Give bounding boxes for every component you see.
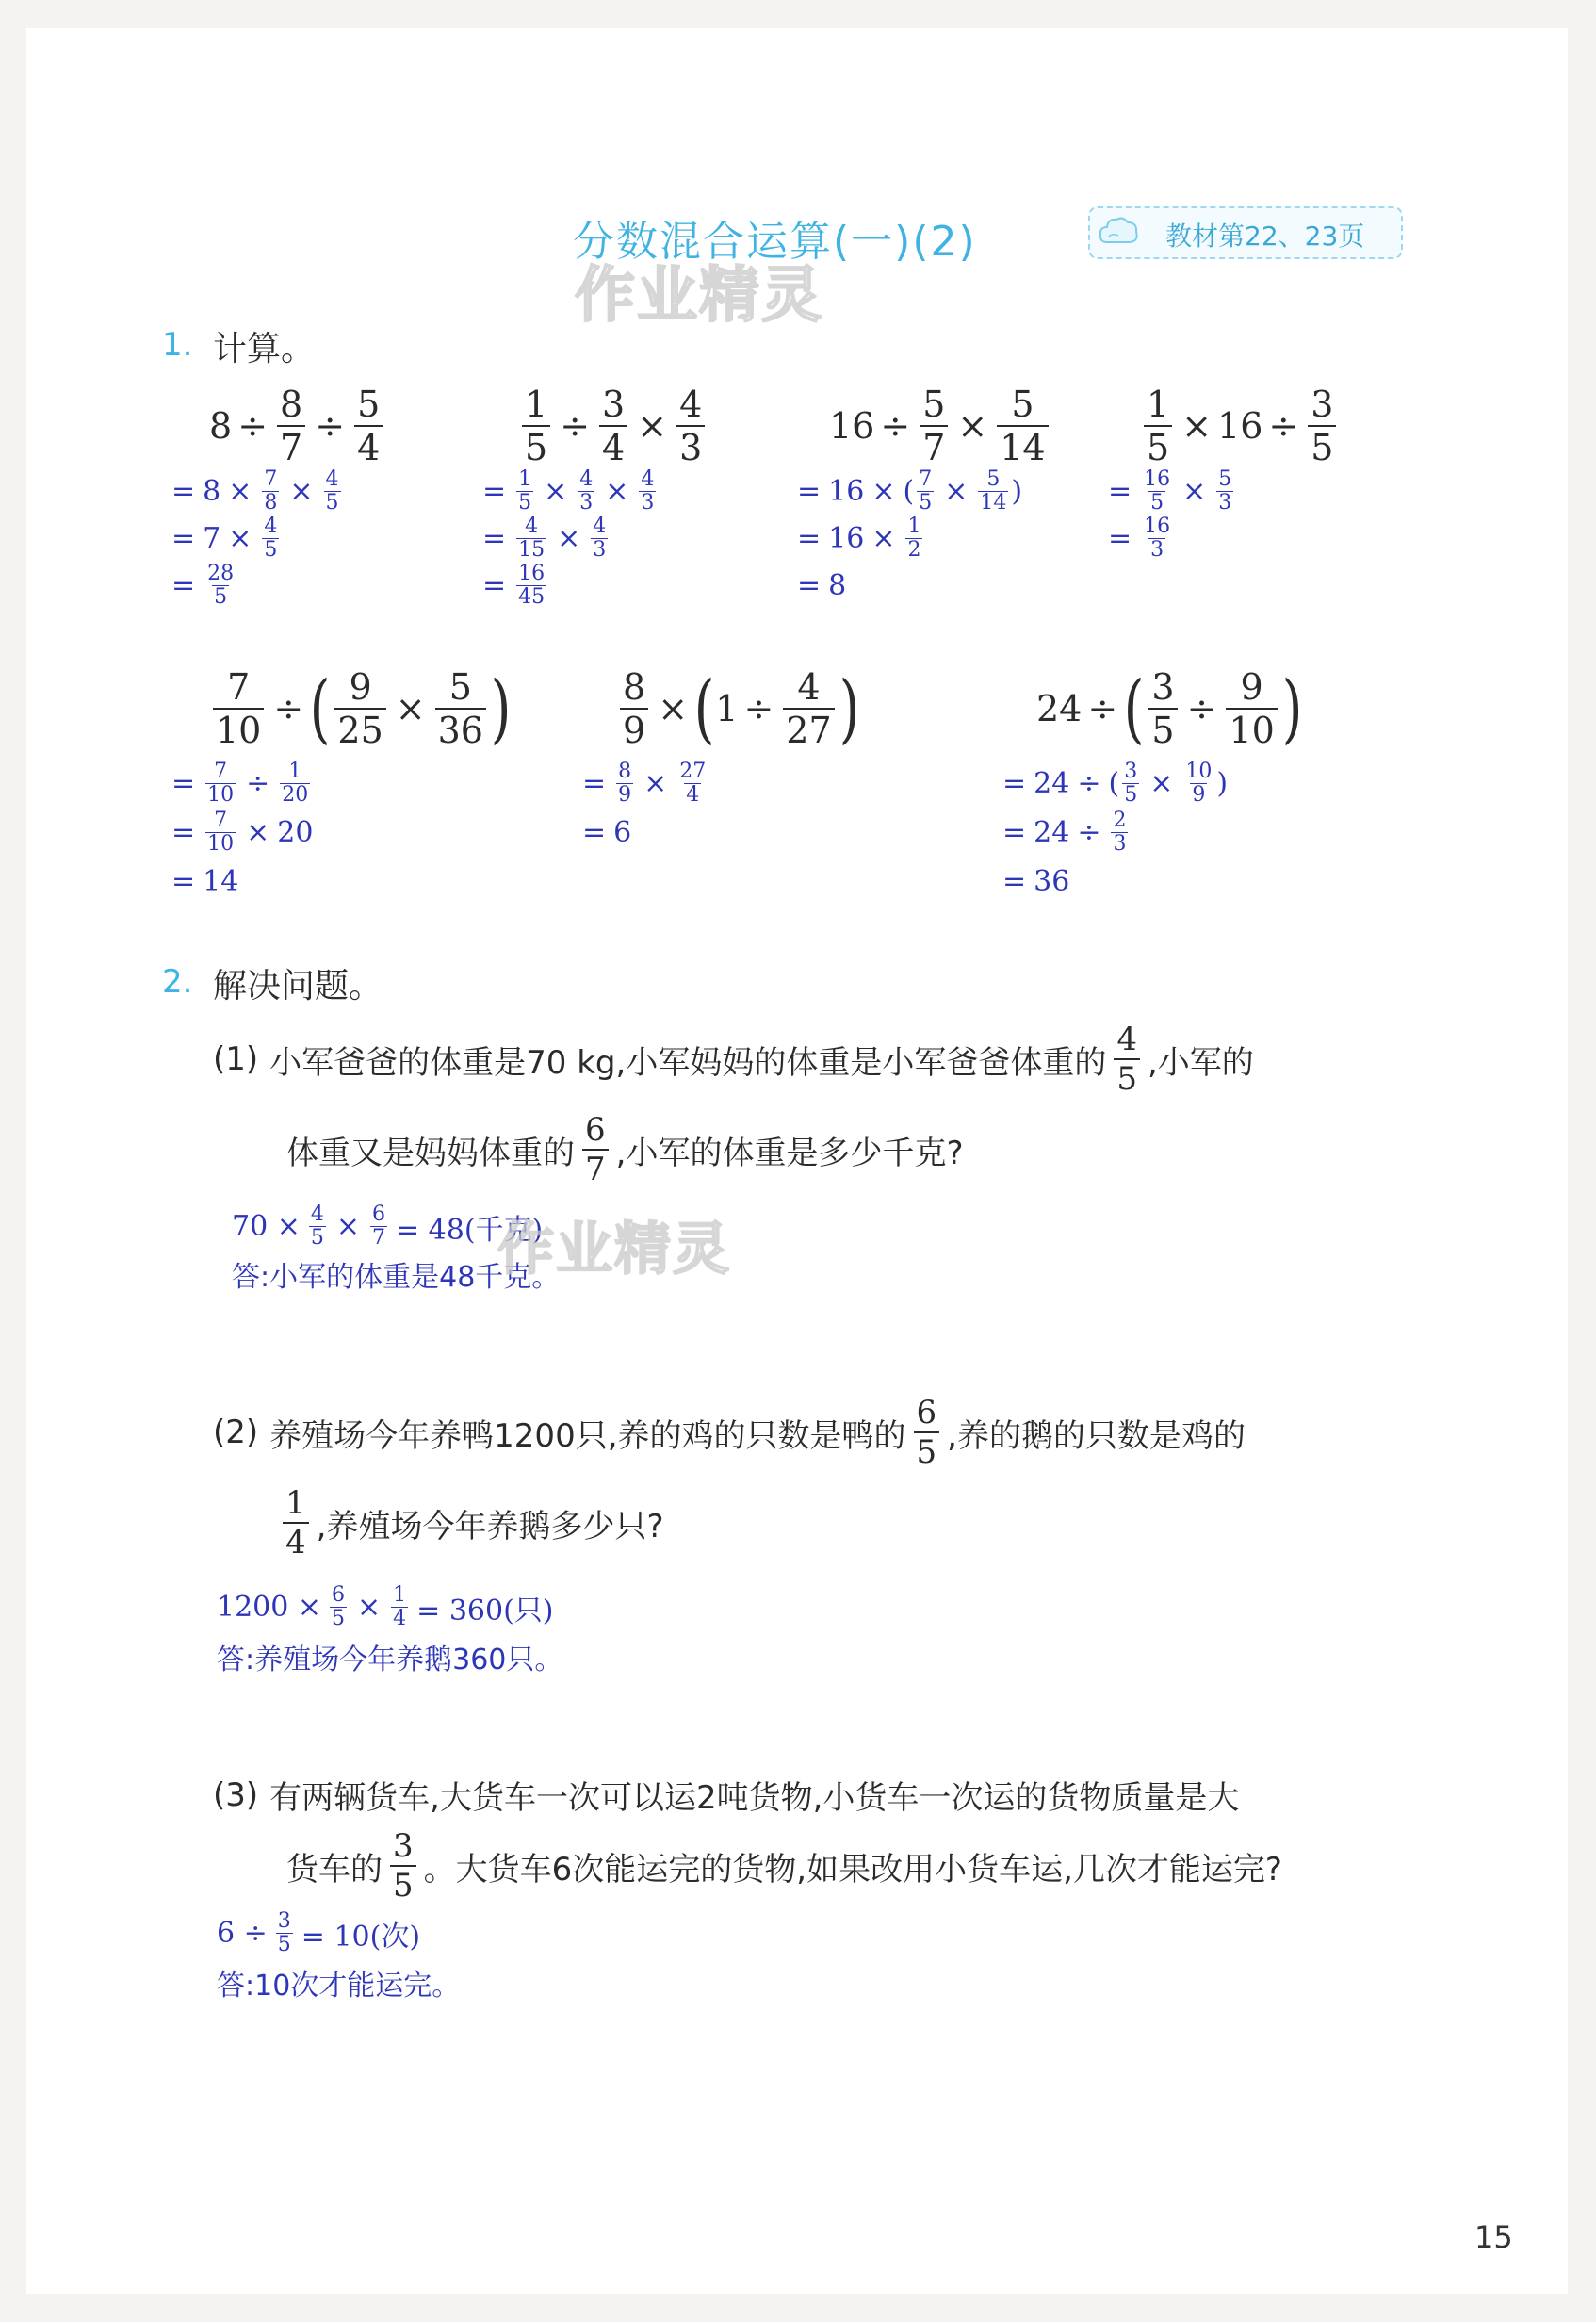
page-title: 分数混合运算(一)(2) <box>573 218 977 266</box>
solution-2-3-calc: 6 ÷ $\frac{3}{5}$ = 10(次) <box>217 1909 421 1956</box>
solution-1d-step1: = $\frac{16}{5}$ × $\frac{5}{3}$ <box>1108 467 1232 515</box>
solution-1b-step1: = $\frac{1}{5}$ × $\frac{4}{3}$ × $\frac{4}{3}$ <box>482 467 655 515</box>
problem-2-2-label: (2) <box>213 1414 259 1451</box>
solution-1g-step1: = 24 ÷ ( $\frac{3}{5}$ × $\frac{10}{9}$ ) <box>1002 760 1229 807</box>
solution-1a-step2: = 7 × $\frac{4}{5}$ <box>171 515 278 562</box>
problem-1e: $\frac{7}{10}$ ÷ ( $\frac{9}{25}$ × $\frac{5}{36}$ ) <box>209 669 512 748</box>
problem-1a: 8 ÷ $\frac{8}{7}$ ÷ $\frac{5}{4}$ <box>209 386 386 466</box>
question-2-title: 解决问题。 <box>213 967 383 1006</box>
problem-1g: 24 ÷ ( $\frac{3}{5}$ ÷ $\frac{9}{10}$ ) <box>1036 664 1303 752</box>
problem-2-3-label: (3) <box>213 1775 259 1814</box>
solution-1b-step3: = $\frac{16}{45}$ <box>482 562 546 609</box>
problem-2-3-line2: 货车的 $\frac{3}{5}$ 。大货车6次能运完的货物,如果改用小货车运,几次才能运完? <box>286 1827 1282 1905</box>
solution-1d-step2: = $\frac{16}{3}$ <box>1108 515 1171 562</box>
cloud-icon <box>1098 214 1139 250</box>
problem-2-1-label: (1) <box>213 1040 259 1078</box>
solution-1f-step1: = $\frac{8}{9}$ × $\frac{27}{4}$ <box>582 760 707 807</box>
solution-1c-step2: = 16 × $\frac{1}{2}$ <box>797 515 921 562</box>
problem-1f: $\frac{8}{9}$ × ( 1 ÷ $\frac{4}{27}$ ) <box>616 669 860 748</box>
solution-1e-step1: = $\frac{7}{10}$ ÷ $\frac{1}{20}$ <box>171 760 309 807</box>
question-1-number: 1. <box>162 326 193 364</box>
solution-2-3-answer: 答:10次才能运完。 <box>217 1970 461 2003</box>
solution-1f-step2: = 6 <box>582 816 632 849</box>
solution-2-2-answer: 答:养殖场今年养鹅360只。 <box>217 1643 563 1676</box>
textbook-reference-tag <box>1088 206 1403 259</box>
solution-1a-step3: = $\frac{28}{5}$ <box>171 562 235 609</box>
question-1-title: 计算。 <box>213 330 316 368</box>
solution-1c-step1: = 16 × ( $\frac{7}{5}$ × $\frac{5}{14}$ ) <box>797 467 1023 515</box>
solution-1e-step3: = 14 <box>171 865 239 898</box>
problem-1c: 16 ÷ $\frac{5}{7}$ × $\frac{5}{14}$ <box>829 386 1052 466</box>
problem-2-3-line1: (3) 有两辆货车,大货车一次可以运2吨货物,小货车一次运的货物质量是大 <box>213 1775 1240 1817</box>
solution-1b-step2: = $\frac{4}{15}$ × $\frac{4}{3}$ <box>482 515 607 562</box>
solution-1a-step1: = 8 × $\frac{7}{8}$ × $\frac{4}{5}$ <box>171 467 339 515</box>
solution-1g-step3: = 36 <box>1002 865 1070 898</box>
page-number: 15 <box>1474 2219 1513 2255</box>
problem-1d: $\frac{1}{5}$ × 16 ÷ $\frac{3}{5}$ <box>1140 386 1340 466</box>
problem-2-2-line2: $\frac{1}{4}$ ,养殖场今年养鹅多少只? <box>283 1487 664 1559</box>
watermark-middle: 作业精灵 <box>497 1217 731 1283</box>
solution-1g-step2: = 24 ÷ $\frac{2}{3}$ <box>1002 809 1127 856</box>
question-2-number: 2. <box>162 963 193 1001</box>
watermark-top: 作业精灵 <box>575 261 823 331</box>
solution-1c-step3: = 8 <box>797 569 847 602</box>
solution-2-2-calc: 1200 × $\frac{6}{5}$ × $\frac{1}{4}$ = 360(只) <box>217 1583 554 1630</box>
problem-2-2-line1: (2) 养殖场今年养鸭1200只,养的鸡的只数是鸭的 $\frac{6}{5}$ ,养的鹅的只数是鸡的 <box>213 1394 1246 1471</box>
textbook-reference-text: 教材第22、23页 <box>1165 221 1365 252</box>
problem-1b: $\frac{1}{5}$ ÷ $\frac{3}{4}$ × $\frac{4}{3}$ <box>518 386 708 466</box>
problem-2-1-line2: 体重又是妈妈体重的 $\frac{6}{7}$ ,小军的体重是多少千克? <box>286 1111 964 1188</box>
solution-2-1-calc: 70 × $\frac{4}{5}$ × $\frac{6}{7}$ = 48(千克) <box>232 1202 544 1250</box>
problem-2-1-line1: (1) 小军爸爸的体重是70 kg,小军妈妈的体重是小军爸爸体重的 $\frac{4}{5}$ ,小军的 <box>213 1021 1254 1098</box>
solution-2-1-answer: 答:小军的体重是48千克。 <box>232 1261 561 1294</box>
solution-1e-step2: = $\frac{7}{10}$ × 20 <box>171 809 314 856</box>
